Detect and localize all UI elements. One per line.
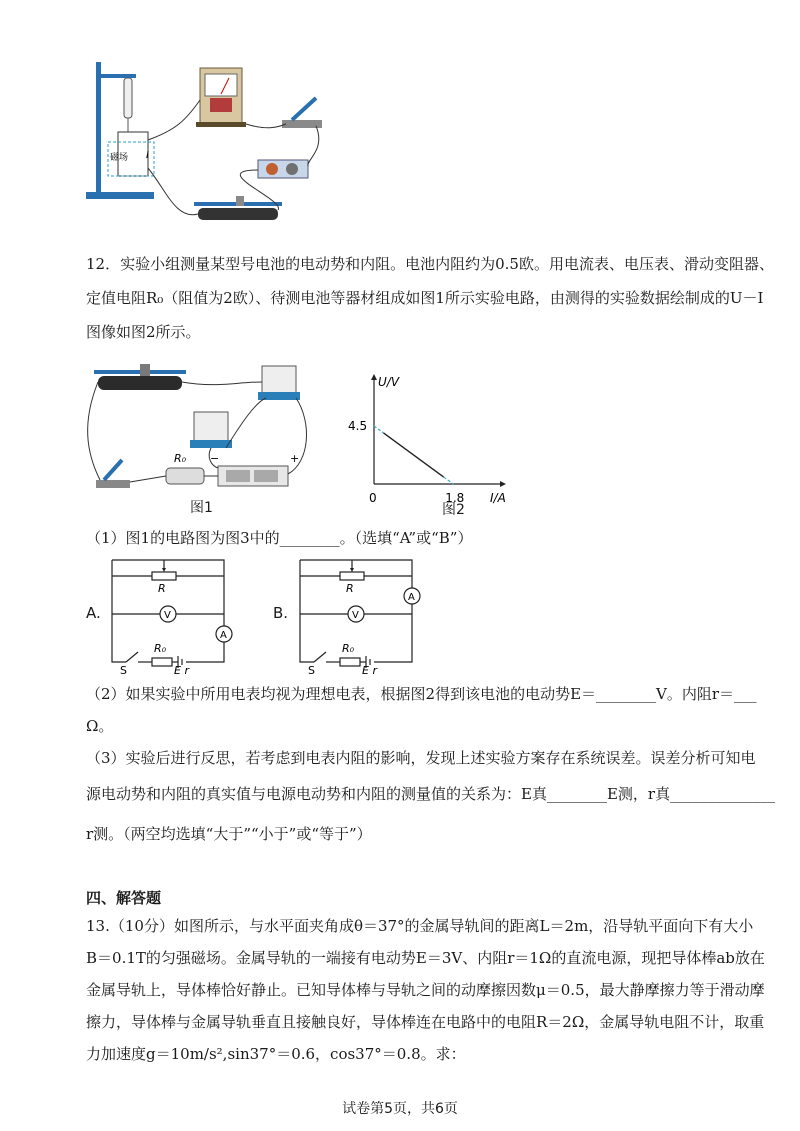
figure2-caption: 图2: [442, 502, 465, 518]
fig1-r0-label: R₀: [174, 452, 187, 465]
q12-line1: 12．实验小组测量某型号电池的电动势和内阻。电池内阻约为0.5欧。用电流表、电压表、滑动变阻器、: [86, 255, 774, 273]
option-b-label: B.: [273, 604, 289, 622]
option-a-label: A.: [86, 604, 101, 622]
circuit-b-a: A: [408, 592, 415, 603]
page-footer: 试卷第5页，共6页: [342, 1101, 458, 1117]
x-tick-1-8: 1.8: [445, 491, 465, 505]
circuit-a-s: S: [120, 664, 127, 677]
current-label: I: [146, 150, 149, 161]
figure1-caption: 图1: [190, 500, 213, 516]
circuit-option-a: [108, 556, 242, 677]
section4-title: 四、解答题: [86, 889, 162, 907]
top-apparatus-figure: [86, 60, 386, 240]
q13-line5: 力加速度g＝10m/s²,sin37°＝0.6，cos37°＝0.8。求：: [86, 1045, 466, 1063]
x-axis-arrow: [500, 481, 506, 487]
x-tick-0: 0: [369, 491, 377, 505]
q12-sub1: （1）图1的电路图为图3中的________。（选填“A”或“B”）: [86, 529, 473, 547]
svg-text:−: −: [210, 452, 220, 465]
q12-sub3-line2: 源电动势和内阻的真实值与电源电动势和内阻的测量值的关系为：E真________E测，r真______________: [86, 785, 776, 803]
magnet-label: 磁场: [110, 153, 129, 163]
circuit-b-r0: R₀: [342, 642, 355, 655]
q13-line3: 金属导轨上，导体棒恰好静止。已知导体棒与导轨之间的动摩擦因数μ＝0.5，最大静摩擦力等于滑动摩: [86, 981, 765, 999]
q12-sub3-line3: r测。（两空均选填“大于”“小于”或“等于”）: [86, 825, 372, 843]
series-dash-start: [374, 426, 384, 433]
y-axis-label: U/V: [378, 375, 400, 389]
q12-sub2-line2: Ω。: [86, 717, 114, 735]
x-axis-label: I/A: [490, 491, 506, 505]
circuit-a-v: V: [164, 610, 171, 621]
circuit-b-s: S: [308, 664, 315, 677]
circuit-a-r0: R₀: [154, 642, 167, 655]
figure1-circuit: [86, 362, 316, 494]
circuit-a-a: A: [220, 630, 227, 641]
circuit-a-er: E r: [174, 664, 189, 677]
series-dash-end: [444, 477, 454, 484]
circuit-a-r: R: [158, 582, 166, 595]
circuit-option-b: [296, 556, 430, 677]
q12-line2: 定值电阻R₀（阻值为2欧）、待测电池等器材组成如图1所示实验电路，由测得的实验数据绘制成的U－I: [86, 289, 764, 307]
y-axis-arrow: [371, 374, 377, 380]
svg-text:+: +: [290, 452, 300, 465]
q13-line4: 擦力，导体棒与金属导轨垂直且接触良好，导体棒连在电路中的电阻R＝2Ω，金属导轨电阻不计，取重: [86, 1013, 765, 1031]
circuit-b-v: V: [352, 610, 359, 621]
circuit-b-er: E r: [362, 664, 377, 677]
q12-line3: 图像如图2所示。: [86, 323, 201, 341]
figure2-ui-chart: [350, 372, 520, 504]
y-tick-4-5: 4.5: [348, 419, 368, 433]
series-line: [384, 433, 444, 477]
circuit-b-r: R: [346, 582, 354, 595]
q13-line1: 13.（10分）如图所示，与水平面夹角成θ＝37°的金属导轨间的距离L＝2m，沿导轨平面向下有大小: [86, 917, 754, 935]
q12-sub2-line1: （2）如果实验中所用电表均视为理想电表，根据图2得到该电池的电动势E＝________V。内阻r＝___: [86, 685, 757, 703]
q13-line2: B＝0.1T的匀强磁场。金属导轨的一端接有电动势E＝3V、内阻r＝1Ω的直流电源，现把导体棒ab放在: [86, 949, 765, 967]
q12-sub3-line1: （3）实验后进行反思，若考虑到电表内阻的影响，发现上述实验方案存在系统误差。误差分析可知电: [86, 749, 756, 767]
